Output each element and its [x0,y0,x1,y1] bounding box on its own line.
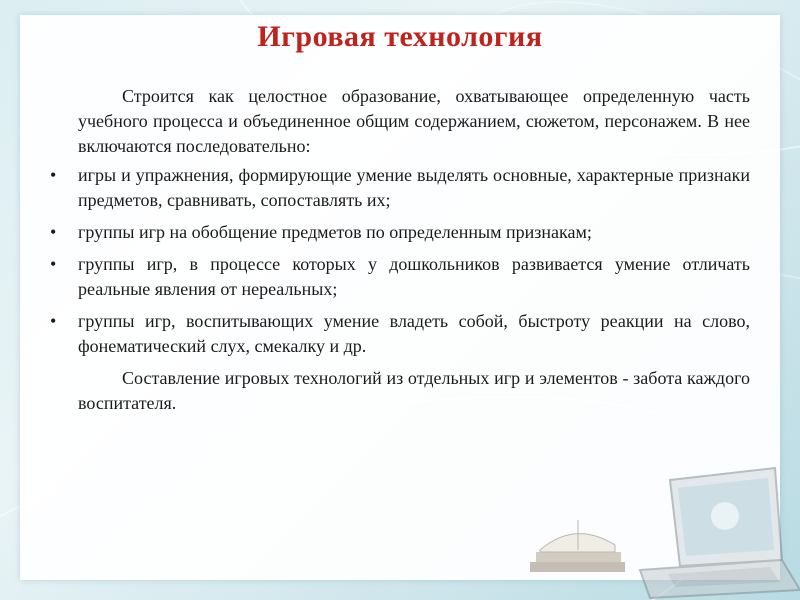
list-item [48,252,750,302]
bullet-marker: • [50,254,57,274]
bullet-marker: • [50,165,57,185]
list-item-text: игры и упражнения, формирующие умение выделять основные, характерные признаки предметов, сравнивать, сопоставлять их; [78,165,750,210]
bullet-marker: • [50,222,57,242]
intro-paragraph [48,84,750,159]
list-item [48,309,750,359]
bullet-list [48,163,750,359]
page-title: Игровая технология [257,20,543,53]
list-item-text: группы игр, в процессе которых у дошкольников развивается умение отличать реальные явления от нереальных; [78,254,750,299]
conclusion-text: Составление игровых технологий из отдельных игр и элементов - забота каждого воспитателя. [78,368,750,413]
list-item [48,220,750,245]
intro-text: Строится как целостное образование, охватывающее определенную часть учебного процесса и объединенное общим содержанием, сюжетом, персонажем. В нее включаются последовательно: [78,86,750,156]
list-item-text: группы игр, воспитывающих умение владеть собой, быстроту реакции на слово, фонематический слух, смекалку и др. [78,311,750,356]
slide-body [48,84,750,416]
bullet-marker: • [50,311,57,331]
conclusion-paragraph [48,366,750,416]
laptop-and-book-icon [520,450,800,600]
list-item [48,163,750,213]
list-item-text: группы игр на обобщение предметов по определенным признакам; [78,222,592,242]
